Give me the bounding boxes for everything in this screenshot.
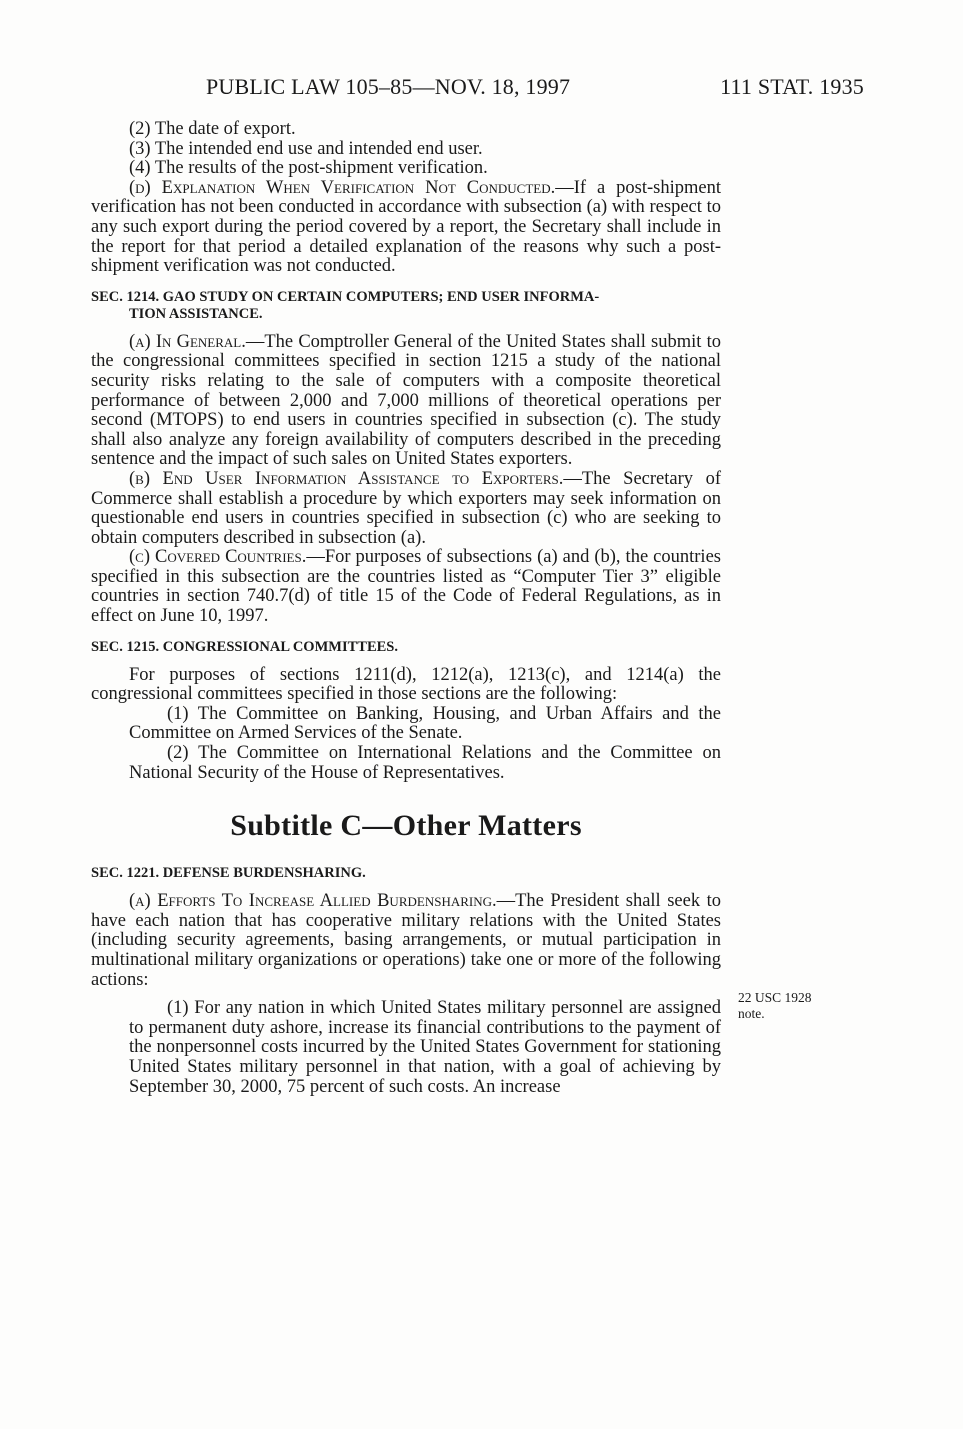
paragraph-1214-b <box>91 470 721 548</box>
subsection-label: (a) Efforts To Increase Allied Burdensharing. <box>129 891 497 912</box>
paragraph-1215-intro: For purposes of sections 1211(d), 1212(a), 1213(c), and 1214(a) the congressional committees specified in those sections are the following: <box>91 664 721 705</box>
section-heading-1221: SEC. 1221. DEFENSE BURDENSHARING. <box>91 865 366 882</box>
section-heading-1215: SEC. 1215. CONGRESSIONAL COMMITTEES. <box>91 638 398 655</box>
list-item: (1) For any nation in which United States military personnel are assigned to permanent duty ashore, increase its financial contributions to the payment of the nonpersonnel costs incurred by the United States Government for stationing United States military personnel in that nation, with a goal of achieving by September 30, 2000, 75 percent of such costs. An increase <box>129 998 721 1097</box>
section-heading-line: SEC. 1214. GAO STUDY ON CERTAIN COMPUTERS; END USER INFORMA- <box>91 288 600 305</box>
subsection-label: (d) Explanation When Verification Not Conducted. <box>129 177 556 198</box>
list-item: (4) The results of the post-shipment verification. <box>129 158 488 179</box>
subsection-label: (a) In General. <box>129 331 246 352</box>
paragraph-1214-c <box>91 548 721 626</box>
page-header <box>206 74 864 104</box>
subsection-text: —The Comptroller General of the United States shall submit to the congressional committees specified in section 1215 a study of the national security risks relating to the sale of computers with a composite theoretical performance of between 2,000 and 7,000 millions of theoretical operations per second (MTOPS) to end users in countries specified in subsection (c). The study shall also analyze any foreign availability of computers described in the preceding sentence and the impact of such sales on United States exporters. <box>91 331 721 470</box>
subtitle-heading: Subtitle C—Other Matters <box>230 809 582 843</box>
subsection-label: (c) Covered Countries. <box>129 547 307 568</box>
margin-note-line: 22 USC 1928 <box>738 990 812 1005</box>
section-heading-1214 <box>91 289 721 323</box>
subsection-text: —If a post-shipment verification has not been conducted in accordance with subsection (a) with respect to any such export during the period covered by a report, the Secretary shall include in the report for that period a detailed explanation of the reasons why such a post-shipment verification was not conducted. <box>91 177 721 277</box>
margin-note-line: note. <box>738 1006 765 1021</box>
paragraph-1221-a <box>91 892 721 990</box>
section-heading-line: TION ASSISTANCE. <box>129 305 263 322</box>
list-item: (2) The Committee on International Relations and the Committee on National Security of the House of Representatives. <box>129 743 721 783</box>
main-column <box>91 120 721 1097</box>
subsection-text: —For purposes of subsections (a) and (b), the countries specified in this subsection are the countries listed as “Computer Tier 3” eligible countries in section 740.7(d) of title 15 of the Code of Federal Regulations, as in effect on June 10, 1997. <box>91 547 721 627</box>
subsection-label: (b) End User Information Assistance to Exporters. <box>129 468 564 489</box>
subsection-text: —The President shall seek to have each nation that has cooperative military relations with the United States (including security agreements, basing arrangements, or mutual participation in multinational military organizations or operations) take one or more of the following actions: <box>91 891 721 990</box>
header-stat-page: 111 STAT. 1935 <box>720 74 864 99</box>
list-item: (3) The intended end use and intended end user. <box>129 138 483 159</box>
margin-note <box>738 990 848 1022</box>
header-citation: PUBLIC LAW 105–85—NOV. 18, 1997 <box>206 74 571 99</box>
paragraph-1214-a <box>91 333 721 470</box>
subsection-text: —The Secretary of Commerce shall establish a procedure by which exporters may seek information on questionable end users in countries specified in subsection (c) who are seeking to obtain computers described in subsection (a). <box>91 468 721 548</box>
paragraph-1213-d <box>91 179 721 277</box>
list-item: (1) The Committee on Banking, Housing, and Urban Affairs and the Committee on Armed Services of the Senate. <box>129 703 721 744</box>
list-item: (2) The date of export. <box>129 119 296 139</box>
